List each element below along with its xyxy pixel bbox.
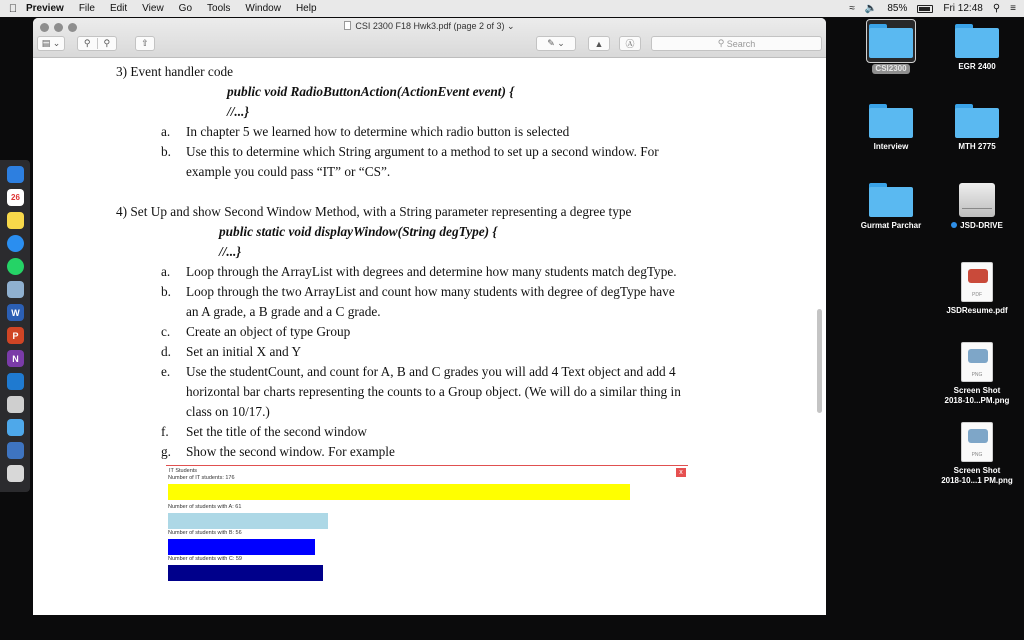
zoom-in-icon[interactable]: ⚲ xyxy=(103,38,111,48)
item4-d-label: d. xyxy=(161,344,171,359)
onenote-icon[interactable]: N xyxy=(7,350,24,367)
folder-icon[interactable] xyxy=(869,104,913,138)
menu-tools[interactable]: Tools xyxy=(207,3,231,14)
desktop-item-label: Interview xyxy=(873,142,909,151)
png-file-icon[interactable]: PNG xyxy=(961,422,993,462)
desktop-item-label: EGR 2400 xyxy=(958,62,996,71)
menu-go[interactable]: Go xyxy=(178,3,193,14)
desktop-item-label: Screen Shot 2018-10...PM.png xyxy=(944,386,1010,405)
rotate-button[interactable]: ▲ xyxy=(588,36,610,51)
preview-window xyxy=(33,18,826,615)
desktop-item-label: MTH 2775 xyxy=(958,142,996,151)
desktop-item-label: Screen Shot 2018-10...1 PM.png xyxy=(941,466,1013,485)
virtualbox-icon[interactable] xyxy=(7,442,24,459)
share-button[interactable]: ⇧ xyxy=(135,36,155,51)
menu-window[interactable]: Window xyxy=(245,3,281,14)
wifi-icon[interactable]: ≈ xyxy=(849,3,855,14)
desktop-item-label: JSD-DRIVE xyxy=(932,221,1022,231)
whatsapp-icon[interactable] xyxy=(7,258,24,275)
sidebar-toggle-button[interactable]: ▤ ⌄ xyxy=(37,36,65,51)
downloads-icon[interactable] xyxy=(7,419,24,436)
desktop-item-interview-2[interactable] xyxy=(846,104,936,152)
external-drive-icon[interactable] xyxy=(959,183,995,217)
desktop-item-mth-2775-3[interactable] xyxy=(932,104,1022,152)
installer-icon[interactable] xyxy=(7,396,24,413)
item4-e-text3: class on 10/17.) xyxy=(186,404,270,419)
item4-e-text1: Use the studentCount, and count for A, B and C grades you will add 4 Text object and add 4 xyxy=(186,364,676,379)
search-placeholder: Search xyxy=(726,38,756,49)
folder-icon[interactable] xyxy=(955,24,999,58)
item4-a-text: Loop through the ArrayList with degrees and determine how many students match degType. xyxy=(186,264,677,279)
calendar-icon[interactable]: 26 xyxy=(7,189,24,206)
item3-b-text1: Use this to determine which String argument to a method to set up a second window. For xyxy=(186,144,659,159)
notes-icon[interactable] xyxy=(7,212,24,229)
item3-b-label: b. xyxy=(161,144,171,159)
desktop-item-label: CSI2300 xyxy=(872,64,909,74)
desktop-item-gurmat-parchar-4[interactable] xyxy=(846,183,936,231)
bar-label-3: Number of students with C: 59 xyxy=(168,556,242,562)
item3-b-text2: example you could pass “IT” or “CS”. xyxy=(186,164,391,179)
document-page xyxy=(33,59,826,615)
search-icon: ⚲ xyxy=(717,38,727,48)
spotlight-icon[interactable]: ⚲ xyxy=(992,3,1001,14)
desktop-item-label: JSDResume.pdf xyxy=(946,306,1008,315)
item3-code2: //...} xyxy=(227,104,249,119)
item4-f-label: f. xyxy=(161,424,169,439)
folder-icon[interactable] xyxy=(869,24,913,58)
png-file-icon[interactable]: PNG xyxy=(961,342,993,382)
item4-a-label: a. xyxy=(161,264,171,279)
item4-c-text: Create an object of type Group xyxy=(186,324,351,339)
bar-3 xyxy=(168,565,323,581)
example-close-icon: x xyxy=(676,468,686,477)
menu-file[interactable]: File xyxy=(78,3,95,14)
pdf-file-icon xyxy=(344,21,351,30)
menu-edit[interactable]: Edit xyxy=(109,3,128,14)
window-title: CSI 2300 F18 Hwk3.pdf (page 2 of 3) ⌄ xyxy=(33,21,826,32)
preview-icon[interactable] xyxy=(7,281,24,298)
apple-icon[interactable] xyxy=(0,3,26,15)
item4-b-text1: Loop through the two ArrayList and count how many students with degree of degType have xyxy=(186,284,675,299)
menu-bar xyxy=(0,0,1024,17)
item3-code1: public void RadioButtonAction(ActionEvent event) { xyxy=(227,84,514,99)
example-window-title: IT Students xyxy=(169,468,198,474)
title-bar xyxy=(33,18,826,58)
trash-icon[interactable] xyxy=(7,465,24,482)
bar-1 xyxy=(168,513,328,529)
powerpoint-icon[interactable]: P xyxy=(7,327,24,344)
markup-pen-button[interactable]: ✎ ⌄ xyxy=(536,36,576,51)
zoom-out-icon[interactable]: ⚲ xyxy=(83,38,91,48)
folder-icon[interactable] xyxy=(955,104,999,138)
dock xyxy=(0,160,30,492)
item4-g-text: Show the second window. For example xyxy=(186,444,395,459)
word-icon[interactable]: W xyxy=(7,304,24,321)
search-input[interactable] xyxy=(651,36,822,51)
finder-icon[interactable] xyxy=(7,166,24,183)
item4-b-text2: an A grade, a B grade and a C grade. xyxy=(186,304,381,319)
desktop-item-csi2300-0[interactable] xyxy=(846,24,936,76)
item3-heading: 3) Event handler code xyxy=(116,64,234,79)
desktop-item-screen-shot-7[interactable] xyxy=(932,342,1022,406)
bar-0 xyxy=(168,484,630,500)
annotate-button[interactable]: Ⓐ xyxy=(619,36,641,51)
item4-code1: public static void displayWindow(String degType) { xyxy=(219,224,498,239)
bar-label-2: Number of students with B: 56 xyxy=(168,530,242,536)
item4-b-label: b. xyxy=(161,284,171,299)
bar-2 xyxy=(168,539,315,555)
menu-view[interactable]: View xyxy=(142,3,164,14)
desktop-item-jsdresume-pdf-6[interactable] xyxy=(932,262,1022,316)
volume-icon[interactable]: 🔈 xyxy=(864,3,878,14)
example-window-screenshot xyxy=(166,465,688,615)
desktop-item-jsd-drive-5[interactable] xyxy=(932,183,1022,231)
vertical-scrollbar[interactable] xyxy=(817,309,822,413)
bar-label-1: Number of students with A: 61 xyxy=(168,504,242,510)
menu-app-name[interactable]: Preview xyxy=(26,3,64,14)
zoom-controls xyxy=(77,36,117,51)
item4-e-label: e. xyxy=(161,364,171,379)
safari-icon[interactable] xyxy=(7,235,24,252)
tag-dot-icon xyxy=(951,222,957,228)
battery-percent[interactable]: 85% xyxy=(887,3,908,14)
item4-c-label: c. xyxy=(161,324,171,339)
notification-center-icon[interactable]: ≡ xyxy=(1010,3,1016,14)
item4-f-text: Set the title of the second window xyxy=(186,424,367,439)
desktop-item-label: Gurmat Parchar xyxy=(860,221,922,230)
battery-icon[interactable] xyxy=(917,5,933,13)
item3-a-label: a. xyxy=(161,124,171,139)
folder-icon[interactable] xyxy=(869,183,913,217)
menu-help[interactable]: Help xyxy=(295,3,317,14)
item4-d-text: Set an initial X and Y xyxy=(186,344,302,359)
item3-a-text: In chapter 5 we learned how to determine which radio button is selected xyxy=(186,124,570,139)
item4-code2: //...} xyxy=(219,244,241,259)
status-area xyxy=(849,0,1016,17)
item4-heading: 4) Set Up and show Second Window Method, with a String parameter representing a degree type xyxy=(116,204,632,219)
clock[interactable]: Fri 12:48 xyxy=(943,3,983,14)
item4-g-label: g. xyxy=(161,444,171,459)
window-title-text: CSI 2300 F18 Hwk3.pdf (page 2 of 3) xyxy=(355,21,505,31)
desktop-item-egr-2400-1[interactable] xyxy=(932,24,1022,72)
pdf-file-icon[interactable]: PDF xyxy=(961,262,993,302)
vscode-icon[interactable] xyxy=(7,373,24,390)
bar-label-0: Number of IT students: 176 xyxy=(168,475,235,481)
item4-e-text2: horizontal bar charts representing the counts to a Group object. (We will do a similar thing in xyxy=(186,384,681,399)
desktop-item-screen-shot-8[interactable] xyxy=(932,422,1022,486)
